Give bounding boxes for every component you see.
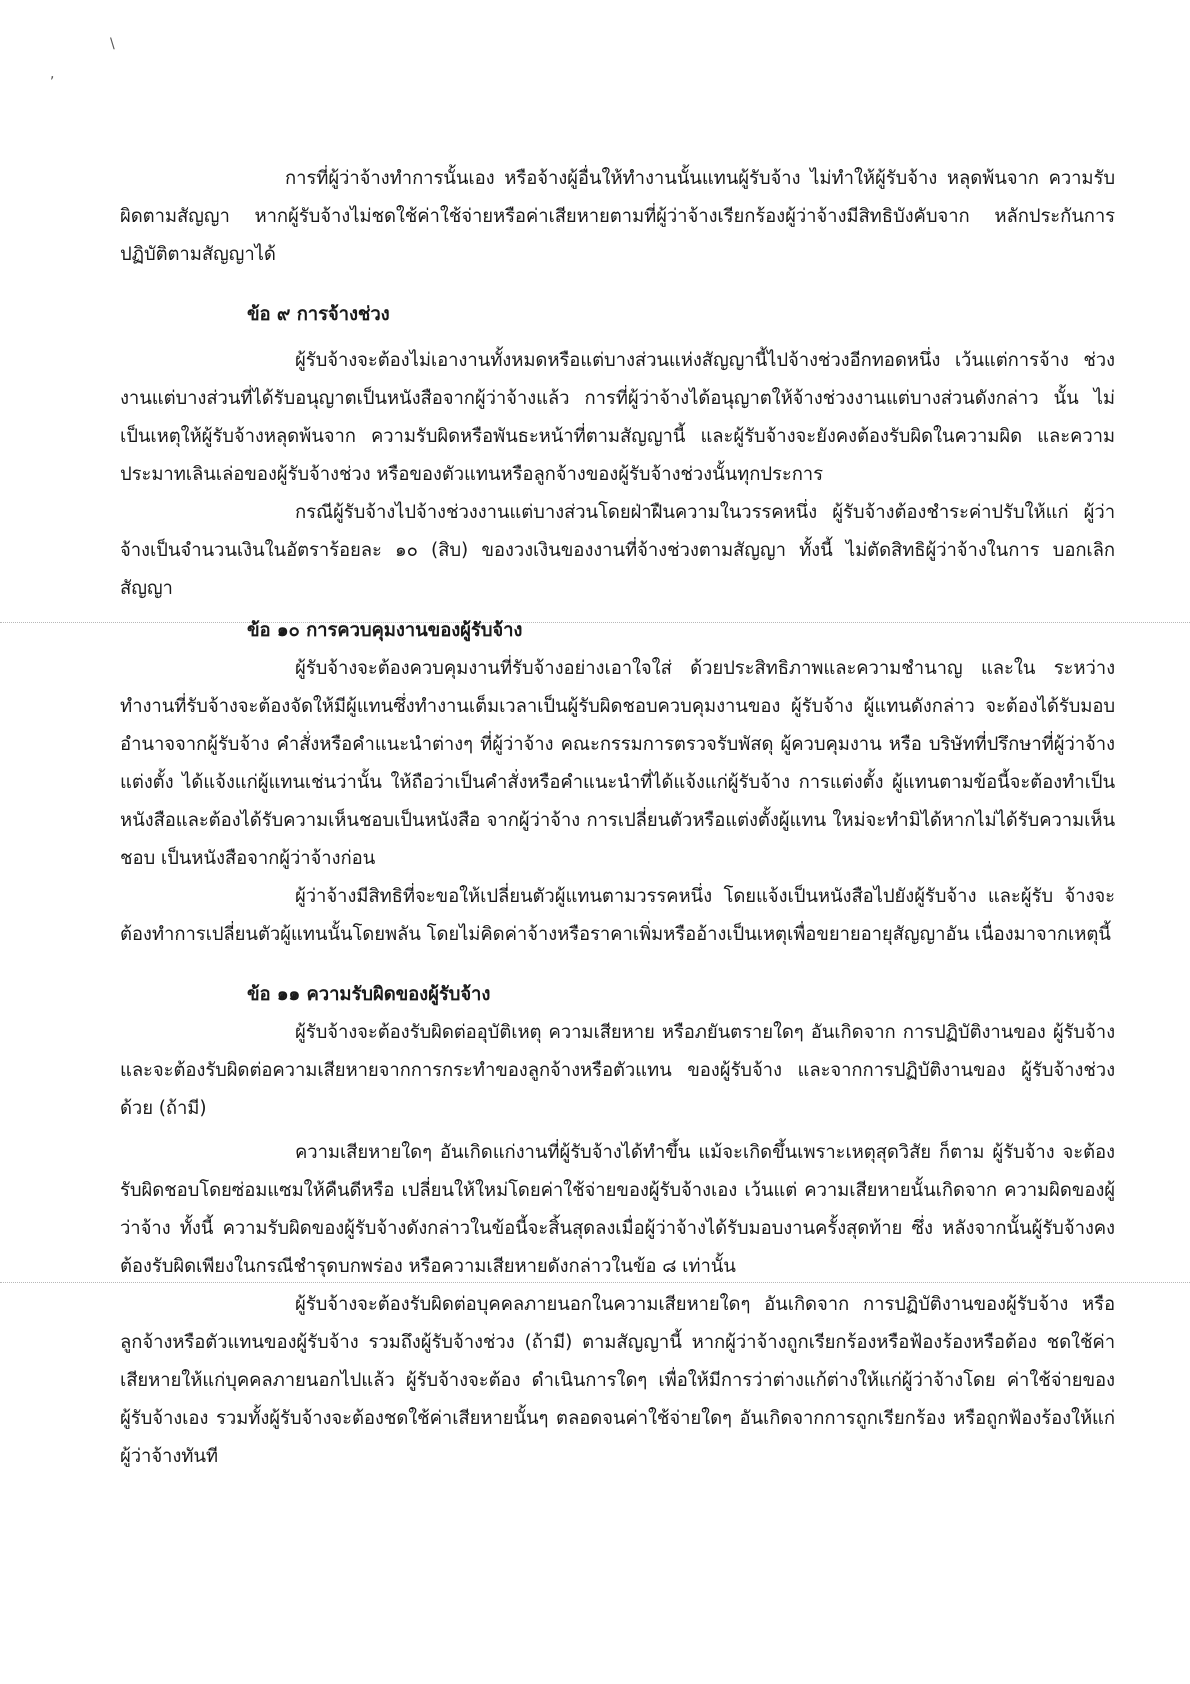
section-9-heading: ข้อ ๙ การจ้างช่วง	[247, 304, 390, 325]
section-10-paragraph-1: ผู้รับจ้างจะต้องควบคุมงานที่รับจ้างอย่างเอาใจใส่ ด้วยประสิทธิภาพและความชำนาญ และใน ระหว่างทำงานที่รับจ้างจะต้องจัดให้มีผู้แทนซึ่งทำงานเต็มเวลาเป็นผู้รับผิดชอบควบคุมงานของ ผู้รับจ้าง ผู้แทนดังกล่าว จะต้องได้รับมอบอำนาจจากผู้รับจ้าง คำสั่งหรือคำแนะนำต่างๆ ที่ผู้ว่าจ้าง คณะกรรมการตรวจรับพัสดุ ผู้ควบคุมงาน หรือ บริษัทที่ปรึกษาที่ผู้ว่าจ้างแต่งตั้ง ได้แจ้งแก่ผู้แทนเช่นว่านั้น ให้ถือว่าเป็นคำสั่งหรือคำแนะนำที่ได้แจ้งแก่ผู้รับจ้าง การแต่งตั้ง ผู้แทนตามข้อนี้จะต้องทำเป็นหนังสือและต้องได้รับความเห็นชอบเป็นหนังสือ จากผู้ว่าจ้าง การเปลี่ยนตัวหรือแต่งตั้งผู้แทน ใหม่จะทำมิได้หากไม่ได้รับความเห็นชอบ เป็นหนังสือจากผู้ว่าจ้างก่อน	[120, 658, 1115, 869]
section-11-paragraph-1: ผู้รับจ้างจะต้องรับผิดต่ออุบัติเหตุ ความเสียหาย หรือภยันตรายใดๆ อันเกิดจาก การปฏิบัติงานของ ผู้รับจ้าง และจะต้องรับผิดต่อความเสียหายจากการกระทำของลูกจ้างหรือตัวแทน ของผู้รับจ้าง และจากการปฏิบัติงานของ ผู้รับจ้างช่วงด้วย (ถ้ามี)	[120, 1022, 1115, 1119]
section-9-paragraph-1: ผู้รับจ้างจะต้องไม่เอางานทั้งหมดหรือแต่บางส่วนแห่งสัญญานี้ไปจ้างช่วงอีกทอดหนึ่ง เว้นแต่การจ้าง ช่วงงานแต่บางส่วนที่ได้รับอนุญาตเป็นหนังสือจากผู้ว่าจ้างแล้ว การที่ผู้ว่าจ้างได้อนุญาตให้จ้างช่วงงานแต่บางส่วนดังกล่าว นั้น ไม่เป็นเหตุให้ผู้รับจ้างหลุดพ้นจาก ความรับผิดหรือพันธะหน้าที่ตามสัญญานี้ และผู้รับจ้างจะยังคงต้องรับผิดในความผิด และความประมาทเลินเล่อของผู้รับจ้างช่วง หรือของตัวแทนหรือลูกจ้างของผู้รับจ้างช่วงนั้นทุกประการ	[120, 350, 1115, 485]
document-body	[120, 160, 1115, 1476]
section-10-heading: ข้อ ๑๐ การควบคุมงานของผู้รับจ้าง	[247, 620, 523, 641]
section-11-paragraph-3: ผู้รับจ้างจะต้องรับผิดต่อบุคคลภายนอกในความเสียหายใดๆ อันเกิดจาก การปฏิบัติงานของผู้รับจ้าง หรือลูกจ้างหรือตัวแทนของผู้รับจ้าง รวมถึงผู้รับจ้างช่วง (ถ้ามี) ตามสัญญานี้ หากผู้ว่าจ้างถูกเรียกร้องหรือฟ้องร้องหรือต้อง ชดใช้ค่าเสียหายให้แก่บุคคลภายนอกไปแล้ว ผู้รับจ้างจะต้อง ดำเนินการใดๆ เพื่อให้มีการว่าต่างแก้ต่างให้แก่ผู้ว่าจ้างโดย ค่าใช้จ่ายของผู้รับจ้างเอง รวมทั้งผู้รับจ้างจะต้องชดใช้ค่าเสียหายนั้นๆ ตลอดจนค่าใช้จ่ายใดๆ อันเกิดจากการถูกเรียกร้อง หรือถูกฟ้องร้องให้แก่ผู้ว่าจ้างทันที	[120, 1294, 1115, 1467]
section-10-paragraph-2: ผู้ว่าจ้างมีสิทธิที่จะขอให้เปลี่ยนตัวผู้แทนตามวรรคหนึ่ง โดยแจ้งเป็นหนังสือไปยังผู้รับจ้าง และผู้รับ จ้างจะต้องทำการเปลี่ยนตัวผู้แทนนั้นโดยพลัน โดยไม่คิดค่าจ้างหรือราคาเพิ่มหรืออ้างเป็นเหตุเพื่อขยายอายุสัญญาอัน เนื่องมาจากเหตุนี้	[120, 886, 1115, 945]
section-11-heading: ข้อ ๑๑ ความรับผิดของผู้รับจ้าง	[247, 984, 491, 1005]
scan-mark: ,	[50, 66, 55, 82]
section-8-paragraph: การที่ผู้ว่าจ้างทำการนั้นเอง หรือจ้างผู้อื่นให้ทำงานนั้นแทนผู้รับจ้าง ไม่ทำให้ผู้รับจ้าง หลุดพ้นจาก ความรับผิดตามสัญญา หากผู้รับจ้างไม่ชดใช้ค่าใช้จ่ายหรือค่าเสียหายตามที่ผู้ว่าจ้างเรียกร้องผู้ว่าจ้างมีสิทธิบังคับจาก หลักประกันการปฏิบัติตามสัญญาได้	[120, 168, 1115, 265]
scan-mark: \	[110, 36, 115, 52]
section-11-paragraph-2: ความเสียหายใดๆ อันเกิดแก่งานที่ผู้รับจ้างได้ทำขึ้น แม้จะเกิดขึ้นเพราะเหตุสุดวิสัย ก็ตาม ผู้รับจ้าง จะต้องรับผิดชอบโดยซ่อมแซมให้คืนดีหรือ เปลี่ยนให้ใหม่โดยค่าใช้จ่ายของผู้รับจ้างเอง เว้นแต่ ความเสียหายนั้นเกิดจาก ความผิดของผู้ว่าจ้าง ทั้งนี้ ความรับผิดของผู้รับจ้างดังกล่าวในข้อนี้จะสิ้นสุดลงเมื่อผู้ว่าจ้างได้รับมอบงานครั้งสุดท้าย ซึ่ง หลังจากนั้นผู้รับจ้างคงต้องรับผิดเพียงในกรณีชำรุดบกพร่อง หรือความเสียหายดังกล่าวในข้อ ๘ เท่านั้น	[120, 1142, 1115, 1277]
section-9-paragraph-2: กรณีผู้รับจ้างไปจ้างช่วงงานแต่บางส่วนโดยฝ่าฝืนความในวรรคหนึ่ง ผู้รับจ้างต้องชำระค่าปรับให้แก่ ผู้ว่าจ้างเป็นจำนวนเงินในอัตราร้อยละ ๑๐ (สิบ) ของวงเงินของงานที่จ้างช่วงตามสัญญา ทั้งนี้ ไม่ตัดสิทธิผู้ว่าจ้างในการ บอกเลิกสัญญา	[120, 502, 1115, 599]
